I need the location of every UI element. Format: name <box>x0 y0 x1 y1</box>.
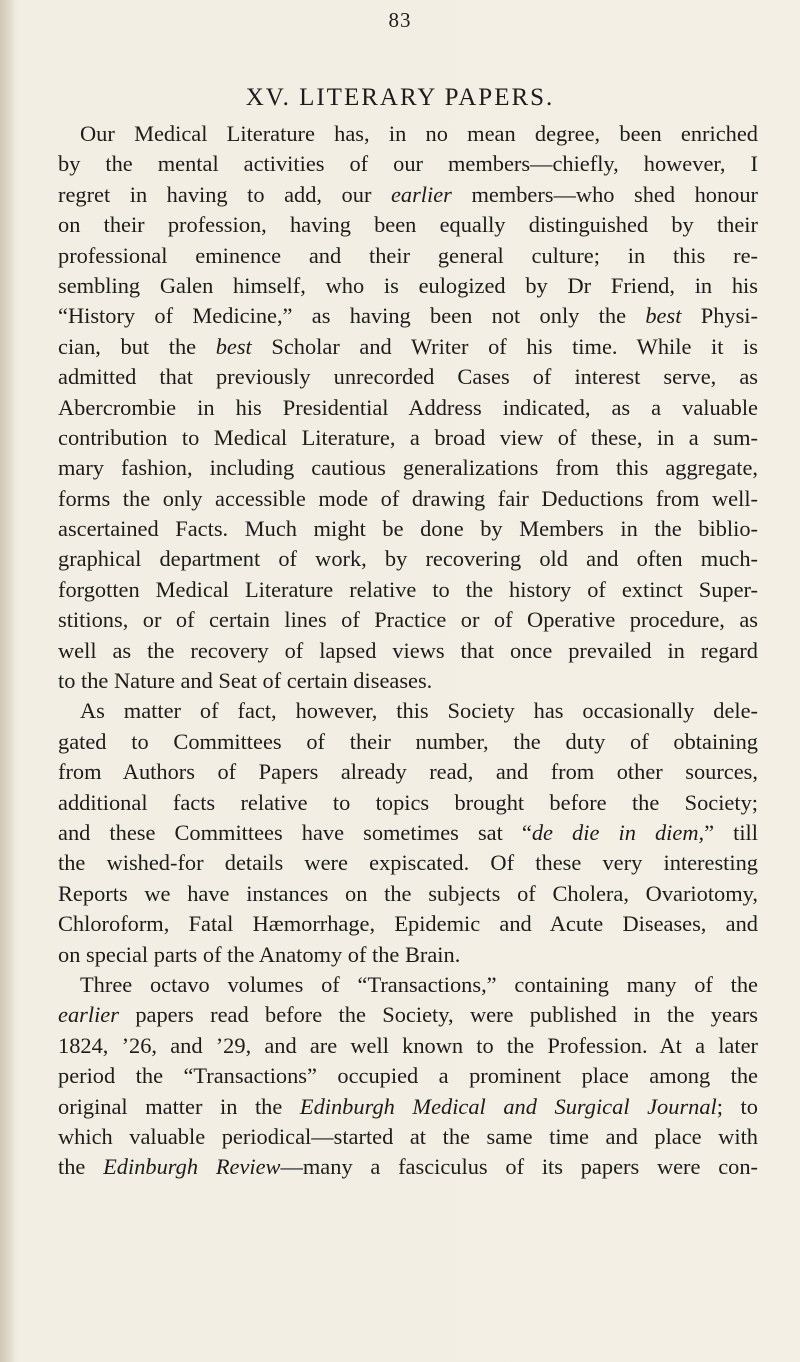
text-line: gated to Committees of their number, the duty of obtaining <box>58 728 758 754</box>
text-line: forgotten Medical Literature relative to the history of extinct Super- <box>58 576 758 602</box>
text-line: regret in having to add, our earlier members—who shed honour <box>58 181 759 207</box>
text-line: period the “Transactions” occupied a prominent place among the <box>58 1063 758 1089</box>
page-gutter <box>0 0 14 1362</box>
text-line: professional eminence and their general culture; in this re- <box>58 242 758 268</box>
text-line: Three octavo volumes of “Transactions,” containing many of the <box>80 971 758 997</box>
paragraph <box>58 119 758 696</box>
text-line: Abercrombie in his Presidential Address indicated, as a valuable <box>58 394 758 420</box>
text-line: mary fashion, including cautious generalizations from this aggregate, <box>58 455 758 481</box>
text-line: “History of Medicine,” as having been not only the best Physi- <box>58 303 758 329</box>
text-line: additional facts relative to topics brought before the Society; <box>58 789 758 815</box>
text-line: earlier papers read before the Society, were published in the years <box>58 1002 758 1028</box>
text-line: As matter of fact, however, this Society has occasionally dele- <box>80 698 758 724</box>
text-line: forms the only accessible mode of drawing fair Deductions from well- <box>58 485 758 511</box>
text-line: graphical department of work, by recovering old and often much- <box>58 546 758 572</box>
text-line: ascertained Facts. Much might be done by Members in the biblio- <box>58 516 758 542</box>
text-line: from Authors of Papers already read, and from other sources, <box>58 759 758 785</box>
paragraph <box>58 970 758 1183</box>
text-line: admitted that previously unrecorded Cases of interest serve, as <box>58 364 758 390</box>
text-line: on their profession, having been equally distinguished by their <box>58 212 758 238</box>
text-line: which valuable periodical—started at the same time and place with <box>58 1123 758 1149</box>
text-line: original matter in the Edinburgh Medical and Surgical Journal; to <box>58 1093 758 1119</box>
text-line: and these Committees have sometimes sat “de die in diem,” till <box>58 819 758 845</box>
text-line: well as the recovery of lapsed views that once prevailed in regard <box>58 637 758 663</box>
text-line: contribution to Medical Literature, a broad view of these, in a sum- <box>58 424 758 450</box>
text-line: by the mental activities of our members—chiefly, however, I <box>58 151 758 177</box>
text-line: Our Medical Literature has, in no mean degree, been enriched <box>80 121 758 146</box>
text-line: cian, but the best Scholar and Writer of his time. While it is <box>58 333 758 359</box>
page-number: 83 <box>388 8 412 32</box>
body-text <box>58 119 758 1183</box>
text-line: to the Nature and Seat of certain diseases. <box>58 668 433 694</box>
text-line: sembling Galen himself, who is eulogized by Dr Friend, in his <box>58 272 758 298</box>
text-line: the Edinburgh Review—many a fasciculus of its papers were con- <box>58 1154 758 1180</box>
text-line: stitions, or of certain lines of Practice or of Operative procedure, as <box>58 607 758 633</box>
text-line: the wished-for details were expiscated. Of these very interesting <box>58 850 758 876</box>
text-line: on special parts of the Anatomy of the Brain. <box>58 941 461 967</box>
paragraph <box>58 696 758 970</box>
text-line: Chloroform, Fatal Hæmorrhage, Epidemic and Acute Diseases, and <box>58 911 758 937</box>
text-line: 1824, ’26, and ’29, and are well known to the Profession. At a later <box>58 1032 758 1058</box>
section-heading: XV. LITERARY PAPERS. <box>245 84 555 111</box>
text-line: Reports we have instances on the subjects of Cholera, Ovariotomy, <box>58 880 758 906</box>
